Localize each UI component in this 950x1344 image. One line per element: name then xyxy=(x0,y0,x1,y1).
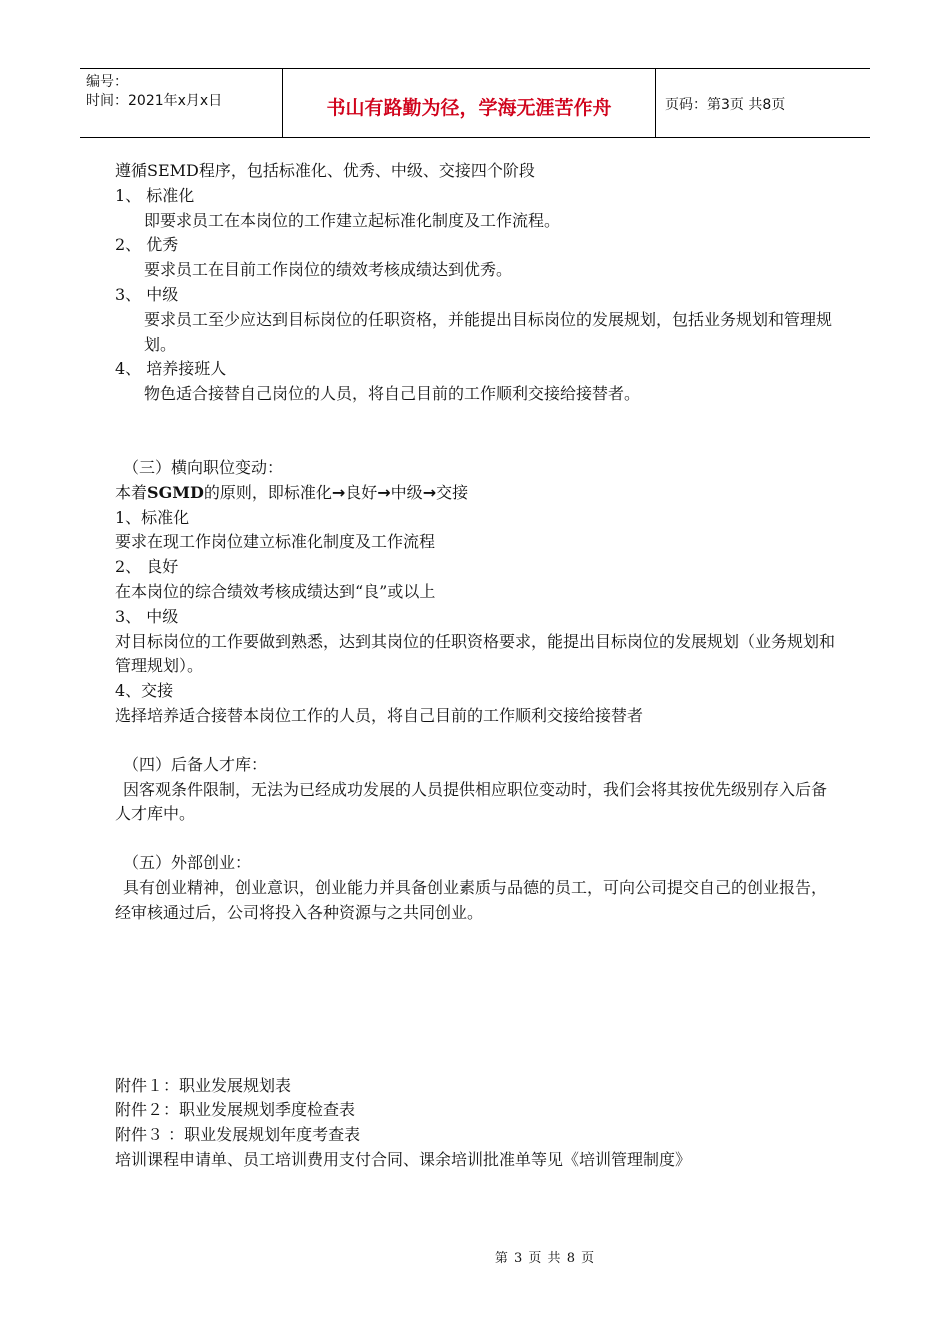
page-footer xyxy=(0,1247,950,1266)
step-good: 良好 xyxy=(345,482,378,502)
three-item-title: 1、标准化 xyxy=(115,507,190,527)
page-header xyxy=(80,68,870,138)
header-page-info: 页码：第3页 共8页 xyxy=(665,97,786,113)
three-item-title: 3、 中级 xyxy=(115,606,179,626)
three-item-title: 2、 良好 xyxy=(115,557,179,577)
footer-page-number: 第 3 页 共 8 页 xyxy=(494,1251,596,1266)
time-label: 时间：2021年x月x日 xyxy=(86,93,223,109)
attachment-item: 附件１：职业发展规划表 xyxy=(115,1075,292,1095)
section-three-intro xyxy=(115,481,840,506)
three-item-desc: 在本岗位的综合绩效考核成绩达到“良”或以上 xyxy=(115,581,436,601)
document-body xyxy=(115,159,840,1173)
semd-item-title: 2、 优秀 xyxy=(115,235,179,255)
section-five-body: 具有创业精神，创业意识，创业能力并具备创业素质与品德的员工，可向公司提交自己的创业报告，经审核通过后，公司将投入各种资源与之共同创业。 xyxy=(115,877,828,922)
section-four-heading: （四）后备人才库： xyxy=(123,754,268,774)
three-item-title: 4、交接 xyxy=(115,681,174,701)
intro-sgmd: SGMD xyxy=(147,482,204,502)
semd-item-desc: 要求员工在目前工作岗位的绩效考核成绩达到优秀。 xyxy=(144,260,513,280)
header-meta xyxy=(80,69,283,137)
intro-prefix: 本着 xyxy=(115,482,148,502)
arrow-icon: → xyxy=(422,482,437,502)
semd-item-title: 3、 中级 xyxy=(115,284,179,304)
section-five-heading: （五）外部创业： xyxy=(123,853,252,873)
intro-mid: 的原则，即标准化 xyxy=(203,482,332,502)
header-motto: 书山有路勤为径，学海无涯苦作舟 xyxy=(283,69,656,137)
three-item-desc: 对目标岗位的工作要做到熟悉，达到其岗位的任职资格要求，能提出目标岗位的发展规划（业务规划和管理规划）。 xyxy=(115,631,836,676)
three-item-desc: 要求在现工作岗位建立标准化制度及工作流程 xyxy=(115,532,436,552)
arrow-icon: → xyxy=(377,482,391,502)
section-four-body: 因客观条件限制，无法为已经成功发展的人员提供相应职位变动时，我们会将其按优先级别存入后备人才库中。 xyxy=(115,779,828,824)
semd-item-desc: 要求员工至少应达到目标岗位的任职资格，并能提出目标岗位的发展规划，包括业务规划和管理规划。 xyxy=(144,309,833,354)
semd-item-desc: 物色适合接替自己岗位的人员，将自己目前的工作顺利交接给接替者。 xyxy=(144,384,641,404)
step-handover: 交接 xyxy=(436,482,469,502)
number-label: 编号： xyxy=(86,74,128,90)
attachment-item: 附件３ ：职业发展规划年度考查表 xyxy=(115,1125,361,1145)
semd-item-title: 4、 培养接班人 xyxy=(115,359,227,379)
attachment-item: 附件２：职业发展规划季度检查表 xyxy=(115,1100,356,1120)
semd-intro: 遵循SEMD程序，包括标准化、优秀、中级、交接四个阶段 xyxy=(115,161,535,180)
arrow-icon: → xyxy=(331,482,346,502)
section-three-heading: （三）横向职位变动： xyxy=(123,457,284,477)
step-mid: 中级 xyxy=(390,482,423,502)
semd-item-title: 1、 标准化 xyxy=(115,185,195,205)
attachment-note: 培训课程申请单、员工培训费用支付合同、课余培训批准单等见《培训管理制度》 xyxy=(115,1149,692,1169)
three-item-desc: 选择培养适合接替本岗位工作的人员，将自己目前的工作顺利交接给接替者 xyxy=(115,705,644,725)
semd-item-desc: 即要求员工在本岗位的工作建立起标准化制度及工作流程。 xyxy=(144,210,561,230)
